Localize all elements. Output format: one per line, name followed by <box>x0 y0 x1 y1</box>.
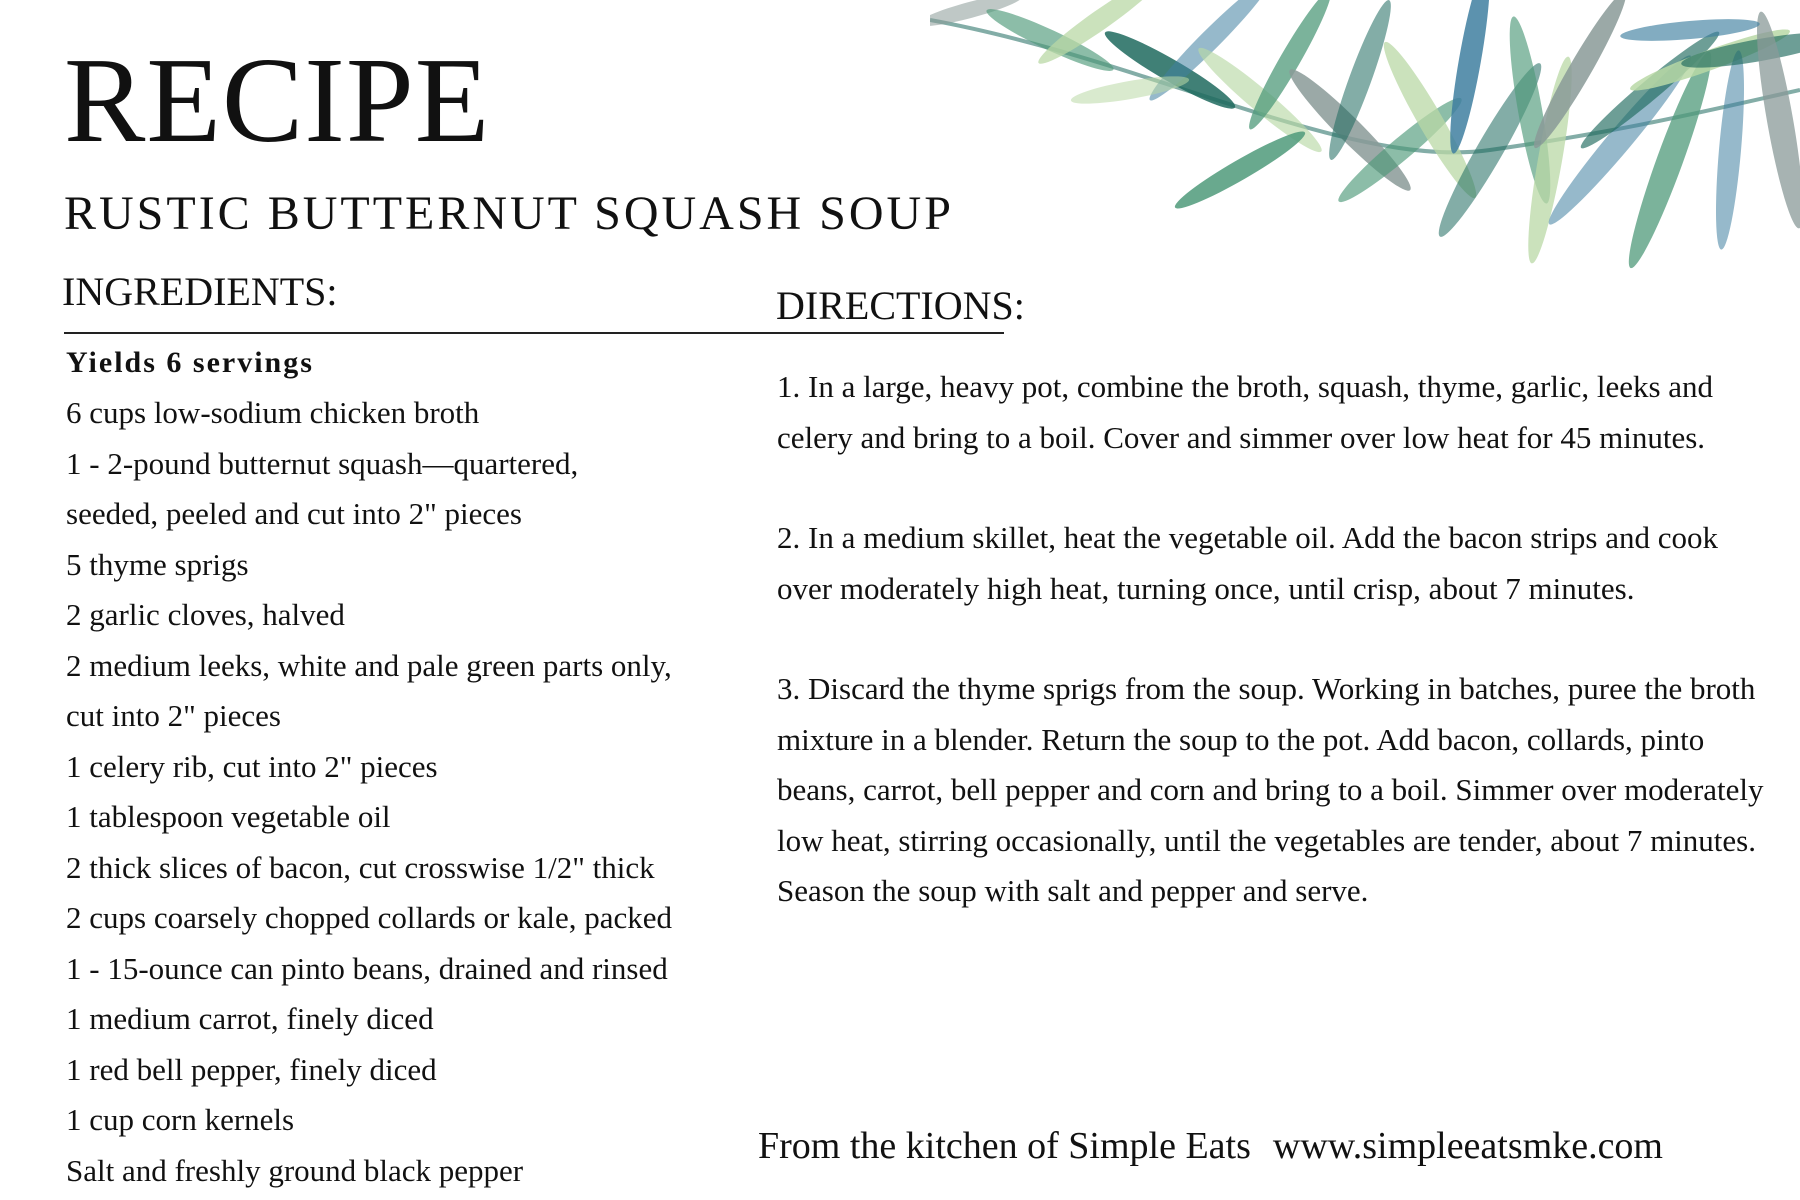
footer-credit: From the kitchen of Simple Eats <box>758 1125 1251 1167</box>
yield-text: Yields 6 servings <box>66 346 314 379</box>
direction-step-1: 1. In a large, heavy pot, combine the broth, squash, thyme, garlic, leeks and celery and bring to a boil. Cover and simmer over low heat for 45 minutes. <box>777 369 1714 455</box>
section-divider <box>64 332 1004 334</box>
ingredient-item: 2 medium leeks, white and pale green parts only, <box>66 647 672 683</box>
direction-step-2: 2. In a medium skillet, heat the vegetable oil. Add the bacon strips and cook over moderately high heat, turning once, until crisp, about 7 minutes. <box>777 520 1718 606</box>
ingredient-item: cut into 2" pieces <box>66 698 281 733</box>
ingredient-item: seeded, peeled and cut into 2" pieces <box>66 496 522 531</box>
ingredient-item: 1 tablespoon vegetable oil <box>66 799 391 834</box>
ingredient-item: 6 cups low-sodium chicken broth <box>66 395 480 430</box>
ingredient-item: 1 medium carrot, finely diced <box>66 1001 434 1036</box>
ingredient-item: 1 celery rib, cut into 2" pieces <box>66 748 438 784</box>
ingredient-list <box>66 388 756 1196</box>
ingredient-item: 1 cup corn kernels <box>66 1102 295 1137</box>
page-title: RECIPE <box>64 33 491 168</box>
leaf-shape <box>1069 71 1190 110</box>
ingredient-item: 1 - 2-pound butternut squash—quartered, <box>66 445 579 481</box>
ingredient-item: 2 thick slices of bacon, cut crosswise 1/2" thick <box>66 849 655 885</box>
ingredient-item: 5 thyme sprigs <box>66 546 249 582</box>
leaf-shape <box>1710 49 1749 250</box>
footer <box>758 1126 1663 1168</box>
leaf-branch-icon <box>930 0 1800 390</box>
directions-list <box>777 362 1777 967</box>
footer-website: www.simpleeatsmke.com <box>1272 1125 1663 1167</box>
ingredient-item: 2 garlic cloves, halved <box>66 597 345 632</box>
recipe-name: RUSTIC BUTTERNUT SQUASH SOUP <box>64 187 954 240</box>
ingredient-item: 1 - 15-ounce can pinto beans, drained and rinsed <box>66 950 668 986</box>
leaf-shape <box>1170 124 1310 216</box>
ingredient-item: 2 cups coarsely chopped collards or kale, packed <box>66 900 672 935</box>
ingredient-item: 1 red bell pepper, finely diced <box>66 1051 437 1087</box>
direction-step-3: 3. Discard the thyme sprigs from the soup. Working in batches, puree the broth mixture in a blender. Return the soup to the pot. Add bacon, collards, pinto beans, carrot, bell pepper and corn and bring to a boil. Simmer over moderately low heat, stirring occasionally, until the vegetables are tender, about 7 minutes. Season the soup with salt and pepper and serve. <box>777 671 1764 908</box>
ingredient-item: Salt and freshly ground black pepper <box>66 1152 524 1188</box>
ingredients-heading: INGREDIENTS: <box>62 269 338 314</box>
directions-heading: DIRECTIONS: <box>776 283 1025 328</box>
